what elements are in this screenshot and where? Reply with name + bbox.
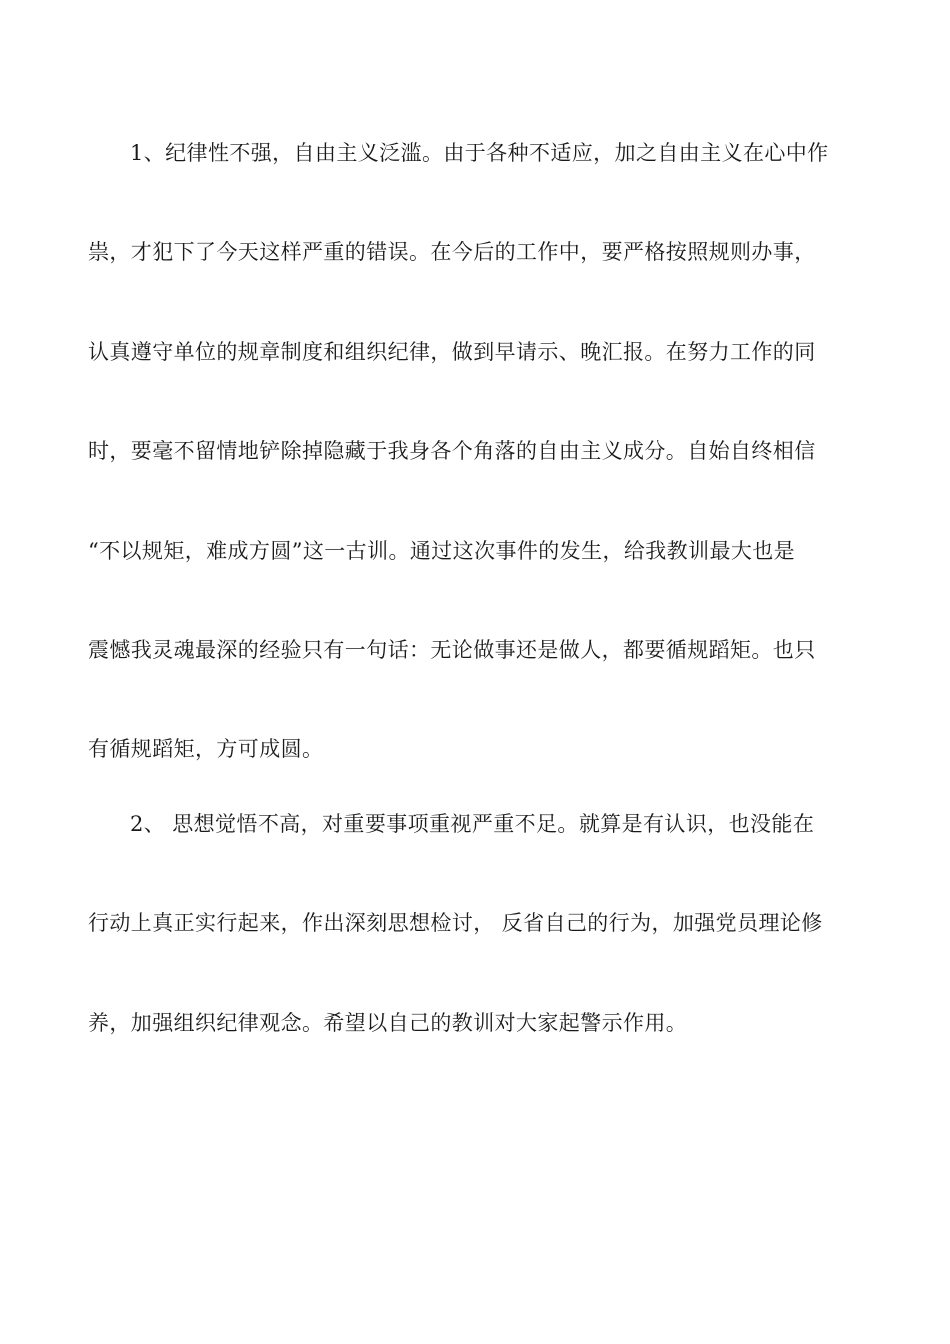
paragraph-2-line-3: 养，加强组织纪律观念。希望以自己的教训对大家起警示作用。	[88, 1011, 688, 1035]
paragraph-1-line-7: 有循规蹈矩，方可成圆。	[88, 737, 324, 761]
paragraph-1-line-6: 震憾我灵魂最深的经验只有一句话：无论做事还是做人，都要循规蹈矩。也只	[88, 638, 816, 662]
paragraph-1-line-1: 1、纪律性不强，自由主义泛滥。由于各种不适应，加之自由主义在心中作	[130, 141, 829, 165]
paragraph-1-line-4: 时，要毫不留情地铲除掉隐藏于我身各个角落的自由主义成分。自始自终相信	[88, 439, 816, 463]
paragraph-1-line-2: 祟，才犯下了今天这样严重的错误。在今后的工作中，要严格按照规则办事，	[88, 240, 816, 264]
paragraph-2-line-1: 2、 思想觉悟不高，对重要事项重视严重不足。就算是有认识，也没能在	[130, 812, 815, 836]
paragraph-1-line-3: 认真遵守单位的规章制度和组织纪律，做到早请示、晚汇报。在努力工作的同	[88, 340, 816, 364]
paragraph-2-line-2: 行动上真正实行起来，作出深刻思想检讨， 反省自己的行为，加强党员理论修	[88, 911, 823, 935]
paragraph-1-line-5: “不以规矩，难成方圆”这一古训。通过这次事件的发生，给我教训最大也是	[88, 539, 796, 563]
